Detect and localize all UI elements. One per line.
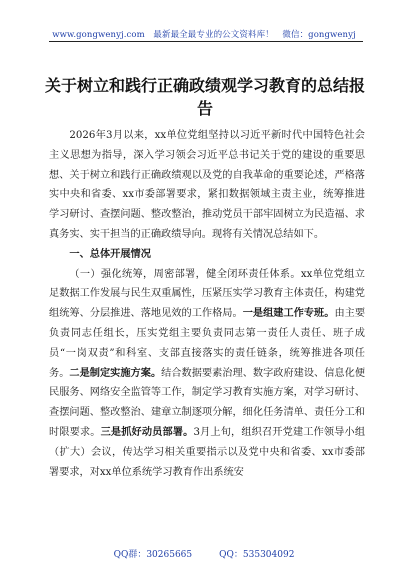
document-title: 关于树立和践行正确政绩观学习教育的总结报告 (44, 76, 365, 118)
site-header: www.gongwenyj.com 最新最全最专业的公文资料库！ 微信：gongwenyj (52, 30, 356, 40)
paragraph-text: （一）强化统筹，周密部署，健全闭环责任体系。xx单位党组立足数据工作发展与民生双重属性，压紧压实学习教育主体责任，构建党组统筹、分层推进、落地见效的工作格局。 (49, 268, 365, 320)
section-paragraph (49, 265, 365, 483)
paragraph-text: 由主要负责同志任组长，压实党组主要负责同志第一责任人责任、班子成员“一岗双责”和科室、支部直接落实的责任链条，统筹推进各项任务。 (49, 308, 366, 379)
intro-paragraph: 2026年3月以来，xx单位党组坚持以习近平新时代中国特色社会主义思想为指导，深入学习领会习近平总书记关于党的建设的重要思想、关于树立和践行正确政绩观以及党的自我革命的重要论述，严格落实中央和省委、xx市委部署要求，紧扣数据领域主责主业，统筹推进学习研讨、查摆问题、整改整治，推动党员干部牢固树立为民造福、求真务实、实干担当的正确政绩导向。现将有关情况总结如下。 (49, 130, 365, 240)
document-body (49, 126, 365, 482)
paragraph-text: 结合数据要素治理、数字政府建设、信息化便民服务、网络安全监管等工作，制定学习教育实施方案，对学习研讨、查摆问题、整改整治、建章立制逐项分解，细化任务清单、责任分工和时限要求。 (49, 367, 366, 438)
bold-point-1: 一是组建工作专班。 (242, 308, 335, 320)
site-footer: QQ群：30265665 QQ：535304092 (113, 550, 295, 560)
section-heading: 一、总体开展情况 (69, 248, 151, 260)
paragraph-text: 3月上旬，组织召开党建工作领导小组（扩大）会议，传达学习相关重要指示以及党中央和省委、xx市委部署要求，对xx单位系统学习教育作出系统安 (49, 426, 366, 478)
header-divider (49, 41, 363, 42)
bold-point-3: 三是抓好动员部署。 (100, 426, 194, 438)
bold-point-2: 二是制定实施方案。 (69, 367, 162, 379)
